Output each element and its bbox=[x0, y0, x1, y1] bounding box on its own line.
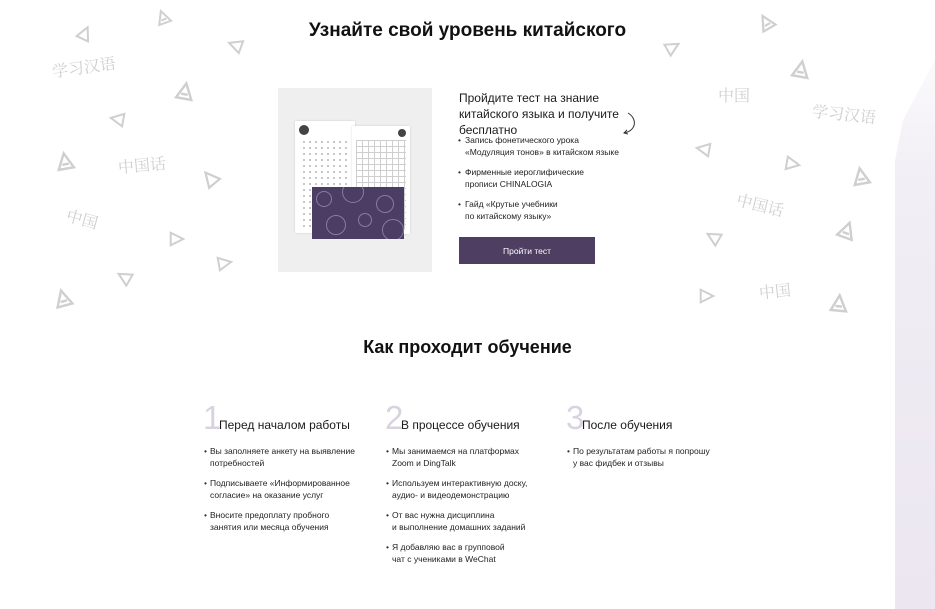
decor-chinese-text: 中国话 bbox=[117, 153, 167, 178]
decor-triangle-icon bbox=[112, 265, 137, 290]
decor-triangle-icon bbox=[52, 148, 77, 173]
list-item: • Подписываете «Информированное согласие» на оказание услуг bbox=[205, 478, 375, 501]
offer-heading: Пройдите тест на знание китайского языка и получите бесплатно bbox=[459, 91, 619, 137]
section-title: Как проходит обучение bbox=[363, 337, 572, 357]
decor-triangle-icon bbox=[701, 225, 726, 250]
list-item: • Запись фонетического урока «Модуляция тонов» в китайском языке bbox=[459, 135, 629, 158]
list-item: • Вносите предоплату пробного занятия или месяца обучения bbox=[205, 510, 375, 533]
decor-triangle-icon bbox=[107, 109, 128, 130]
list-item: • Вы заполняете анкету на выявление потребностей bbox=[205, 446, 375, 469]
step-number: 3 bbox=[566, 399, 585, 436]
step-list bbox=[385, 446, 565, 565]
list-item: • Используем интерактивную доску, аудио- и видеодемонстрацию bbox=[387, 478, 557, 501]
list-item: • Я добавляю вас в групповой чат с учениками в WeChat bbox=[387, 542, 557, 565]
decor-triangle-icon bbox=[693, 139, 714, 160]
decor-triangle-icon bbox=[783, 154, 804, 175]
take-test-button[interactable]: Пройти тест bbox=[459, 237, 595, 264]
bonus-list bbox=[459, 135, 629, 231]
list-item: • От вас нужна дисциплина и выполнение домашних заданий bbox=[387, 510, 557, 533]
decor-triangle-icon bbox=[788, 56, 813, 81]
logo-icon bbox=[299, 125, 309, 135]
step-number: 2 bbox=[385, 399, 404, 436]
decor-triangle-icon bbox=[698, 287, 716, 305]
step-title: В процессе обучения bbox=[401, 418, 520, 432]
section-title: Узнайте свой уровень китайского bbox=[308, 20, 627, 41]
decor-triangle-icon bbox=[172, 78, 197, 103]
step-card bbox=[385, 399, 565, 574]
list-item: • Фирменные иероглифические прописи CHINALOGIA bbox=[459, 167, 629, 190]
decor-triangle-icon bbox=[827, 291, 851, 315]
decor-chinese-text: 中国 bbox=[718, 86, 751, 105]
step-list bbox=[203, 446, 383, 533]
decor-chinese-text: 中国话 bbox=[734, 190, 786, 221]
curved-arrow-icon bbox=[616, 111, 640, 137]
step-title: Перед началом работы bbox=[219, 418, 350, 432]
list-item: • Гайд «Крутые учебники по китайскому языку» bbox=[459, 199, 629, 222]
list-item: • По результатам работы я попрошу у вас фидбек и отзывы bbox=[568, 446, 738, 469]
step-title: После обучения bbox=[582, 418, 673, 432]
decor-triangle-icon bbox=[168, 230, 186, 248]
decor-triangle-icon bbox=[848, 163, 873, 188]
product-preview-image bbox=[278, 88, 432, 272]
step-card bbox=[203, 399, 383, 542]
decor-chinese-text: 学习汉语 bbox=[50, 53, 117, 82]
decor-triangle-icon bbox=[50, 285, 77, 312]
decor-triangle-icon bbox=[215, 253, 236, 274]
decor-chinese-text: 中国 bbox=[758, 280, 792, 303]
decor-triangle-icon bbox=[833, 216, 861, 244]
list-item: • Мы занимаемся на платформах Zoom и DingTalk bbox=[387, 446, 557, 469]
step-number: 1 bbox=[203, 399, 222, 436]
decor-chinese-text: 学习汉语 bbox=[811, 101, 877, 128]
guide-cover-image bbox=[312, 187, 404, 239]
logo-icon bbox=[398, 129, 406, 137]
decor-chinese-text: 中国 bbox=[64, 206, 101, 233]
step-list bbox=[566, 446, 746, 469]
decor-triangle-icon bbox=[196, 164, 224, 192]
step-card bbox=[566, 399, 746, 478]
decorative-side-shape bbox=[895, 0, 935, 609]
